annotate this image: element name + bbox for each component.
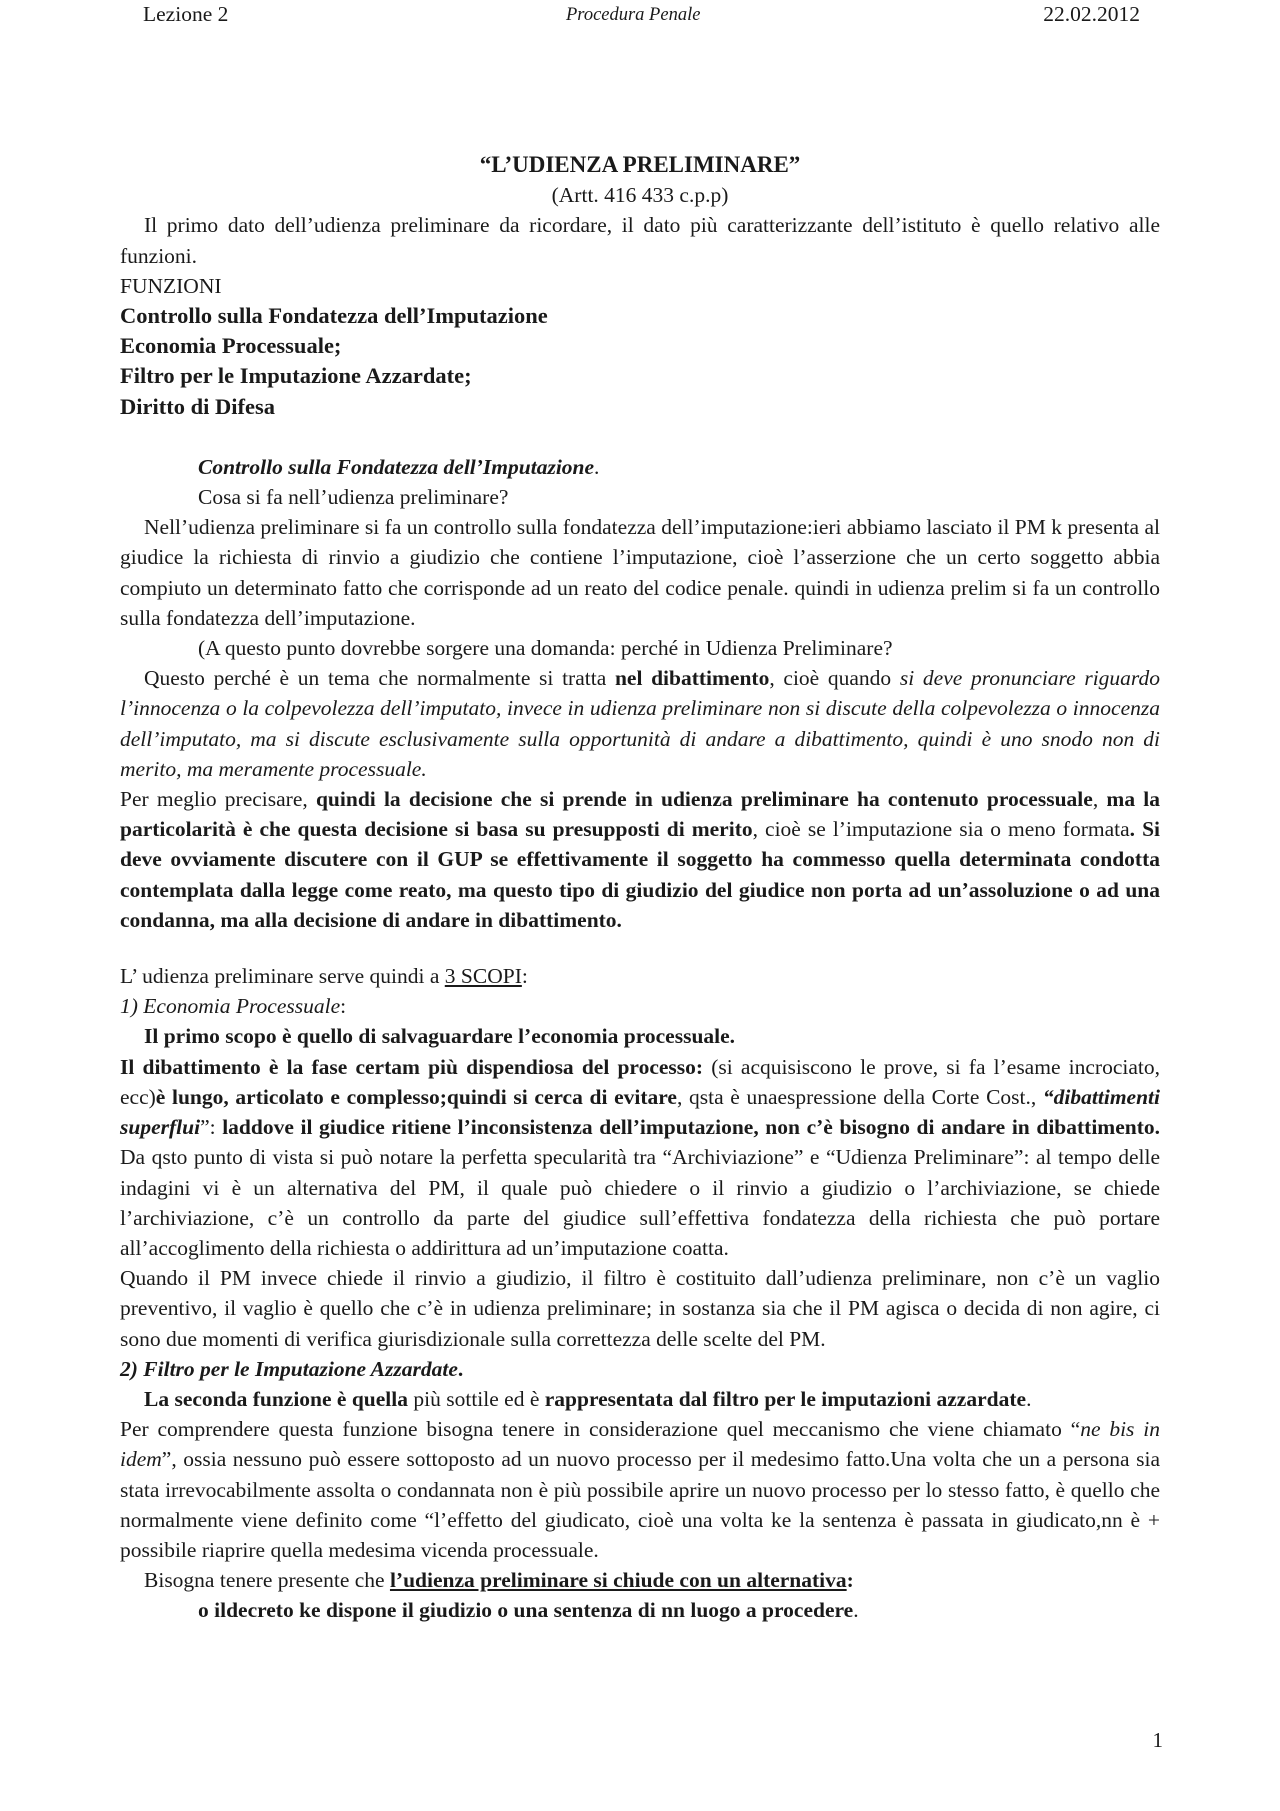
intro-paragraph: Il primo dato dell’udienza preliminare da ricordare, il dato più caratterizzante dell’istituto è quello relativo alle funzioni. xyxy=(120,213,1160,268)
header-date: 22.02.2012 xyxy=(1043,2,1140,26)
text-run: : xyxy=(521,964,528,989)
funzione-item: Economia Processuale; xyxy=(120,333,342,359)
text-run: ne bis in idem xyxy=(120,1417,1160,1472)
text-run: 3 SCOPI xyxy=(444,964,522,989)
section-heading-controllo xyxy=(120,452,1160,482)
document-title: “L’UDIENZA PRELIMINARE” xyxy=(479,152,801,177)
text-run: rappresentata dal filtro per le imputazioni azzardate xyxy=(544,1386,1027,1411)
text-run: Per meglio precisare, xyxy=(120,787,316,812)
text-run: (si acquisiscono le prove, si fa l’esame incrociato, ecc) xyxy=(120,1054,1160,1109)
heading-colon: : xyxy=(340,994,347,1019)
heading-text: 2) Filtro per le Imputazione Azzardate xyxy=(120,1356,458,1381)
paragraph xyxy=(120,1414,1160,1565)
text-run: laddove il giudice ritiene l’inconsistenza dell’imputazione, non c’è bisogno di andare in dibattimento. xyxy=(222,1115,1160,1140)
text-run: ”, ossia nessuno può essere sottoposto ad un nuovo processo per il medesimo fatto.Una volta che un a persona sia stata irrevocabilmente assolta o condannata non è più possibile aprire un nuovo processo per lo stesso fatto, è quello che normalmente viene definito come “l’effetto del giudicato, cioè una volta ke la sentenza è passata in giudicato,nn è + possibile riaprire quella medesima vicenda processuale. xyxy=(120,1447,1160,1562)
page-number: 1 xyxy=(1152,1728,1163,1752)
heading-dot: . xyxy=(457,1356,464,1381)
section-heading-filtro xyxy=(120,1354,1160,1384)
paragraph: Nell’udienza preliminare si fa un controllo sulla fondatezza dell’imputazione:ieri abbiamo lasciato il PM k presenta al giudice la richiesta di rinvio a giudizio che contiene l’imputazione, cioè l’asserzione che un certo soggetto abbia compiuto un determinato fatto che corrisponde ad un reato del codice penale. quindi in udienza prelim si fa un controllo sulla fondatezza dell’imputazione. xyxy=(120,515,1160,630)
document-body xyxy=(120,150,1160,1626)
paragraph xyxy=(120,1384,1160,1414)
text-run: La seconda funzione è quella xyxy=(144,1386,408,1411)
document-subtitle: (Artt. 416 433 c.p.p) xyxy=(551,183,729,208)
header-course: Procedura Penale xyxy=(566,5,701,25)
spacer xyxy=(120,422,1160,452)
text-run: . Si deve ovviamente discutere con il GUP se effettivamente il soggetto ha commesso quella determinata condotta contemplata dalla legge come reato, ma questo tipo di giudizio del giudice non porta ad un’assoluzione o ad una condanna, ma alla decisione di andare in dibattimento. xyxy=(120,817,1161,932)
text-run: ma la particolarità è che questa decisione si basa su presupposti di merito xyxy=(120,787,1161,842)
header-lesson: Lezione 2 xyxy=(143,2,229,26)
paragraph xyxy=(120,1595,1160,1625)
text-run: , cioè quando xyxy=(769,666,900,691)
text-run: , cioè se l’imputazione sia o meno formata xyxy=(752,817,1130,842)
text-run: o ildecreto ke dispone il giudizio o una sentenza di nn luogo a procedere xyxy=(198,1598,854,1623)
section-heading-economia xyxy=(120,991,1160,1021)
text-run: Questo perché è un tema che normalmente si tratta xyxy=(144,666,615,691)
text-run: Da qsto punto di vista si può notare la perfetta specularità tra “Archiviazione” e “Udienza Preliminare”: al tempo delle indagini vi è un alternativa del PM, il quale può chiedere o il rinvio a giudizio o l’archiviazione, se chiede l’archiviazione, c’è un controllo da parte del giudice sull’effettiva fondatezza della richiesta che può portare all’accoglimento della richiesta o addirittura ad un’imputazione coatta. xyxy=(120,1145,1160,1260)
funzione-item: Diritto di Difesa xyxy=(120,393,275,419)
text-run: “dibattimenti superflui xyxy=(120,1084,1160,1140)
funzione-item: Controllo sulla Fondatezza dell’Imputazione xyxy=(120,303,548,329)
section-question: Cosa si fa nell’udienza preliminare? xyxy=(198,485,509,510)
text-run: Bisogna tenere presente che xyxy=(144,1568,390,1593)
text-run: Per comprendere questa funzione bisogna tenere in considerazione quel meccanismo che viene chiamato “ xyxy=(120,1417,1081,1442)
text-run: si deve pronunciare riguardo l’innocenza o la colpevolezza dell’imputato, invece in udienza preliminare non si discute della colpevolezza o innocenza dell’imputato, ma si discute esclusivamente sulla opportunità di andare a dibattimento, quindi è uno snodo non di merito, ma meramente processuale. xyxy=(120,666,1160,781)
paragraph: (A questo punto dovrebbe sorgere una domanda: perché in Udienza Preliminare? xyxy=(198,636,893,661)
heading-text: 1) Economia Processuale xyxy=(120,994,341,1019)
text-run: , xyxy=(1092,787,1107,812)
text-run: quindi la decisione che si prende in udienza preliminare ha contenuto processuale xyxy=(315,787,1093,812)
text-run: Il dibattimento è la fase certam più dispendiosa del processo: xyxy=(120,1054,704,1079)
paragraph xyxy=(120,784,1160,935)
funzione-item: Filtro per le Imputazione Azzardate; xyxy=(120,363,472,389)
paragraph: Quando il PM invece chiede il rinvio a giudizio, il filtro è costituito dall’udienza preliminare, non c’è un vaglio preventivo, il vaglio è quello che c’è in udienza preliminare; in sostanza sia che il PM agisca o decida di non agire, ci sono due momenti di verifica giurisdizionale sulla correttezza delle scelte del PM. xyxy=(120,1266,1160,1351)
funzioni-list xyxy=(120,301,1160,422)
text-run: . xyxy=(853,1598,859,1623)
text-run: più sottile ed è xyxy=(408,1386,545,1411)
heading-text: Controllo sulla Fondatezza dell’Imputazione xyxy=(198,454,595,479)
paragraph: Il primo scopo è quello di salvaguardare l’economia processuale. xyxy=(144,1024,736,1049)
text-run: nel dibattimento xyxy=(614,666,770,691)
text-run: . xyxy=(1026,1386,1032,1411)
paragraph xyxy=(120,1565,1160,1595)
paragraph xyxy=(120,1052,1160,1263)
text-run: , qsta è unaespressione della Corte Cost., xyxy=(676,1084,1043,1109)
text-run: : xyxy=(846,1568,854,1593)
scopi-intro xyxy=(120,961,1160,991)
text-run: è lungo, articolato e complesso;quindi si cerca di evitare xyxy=(155,1084,677,1109)
spacer xyxy=(120,935,1160,961)
text-run: L’ udienza preliminare serve quindi a xyxy=(120,964,445,989)
text-run: l’udienza preliminare si chiude con un alternativa xyxy=(389,1568,847,1593)
funzioni-label: FUNZIONI xyxy=(120,273,222,298)
heading-dot: . xyxy=(594,454,600,479)
text-run: ”: xyxy=(200,1115,223,1140)
paragraph xyxy=(120,663,1160,784)
